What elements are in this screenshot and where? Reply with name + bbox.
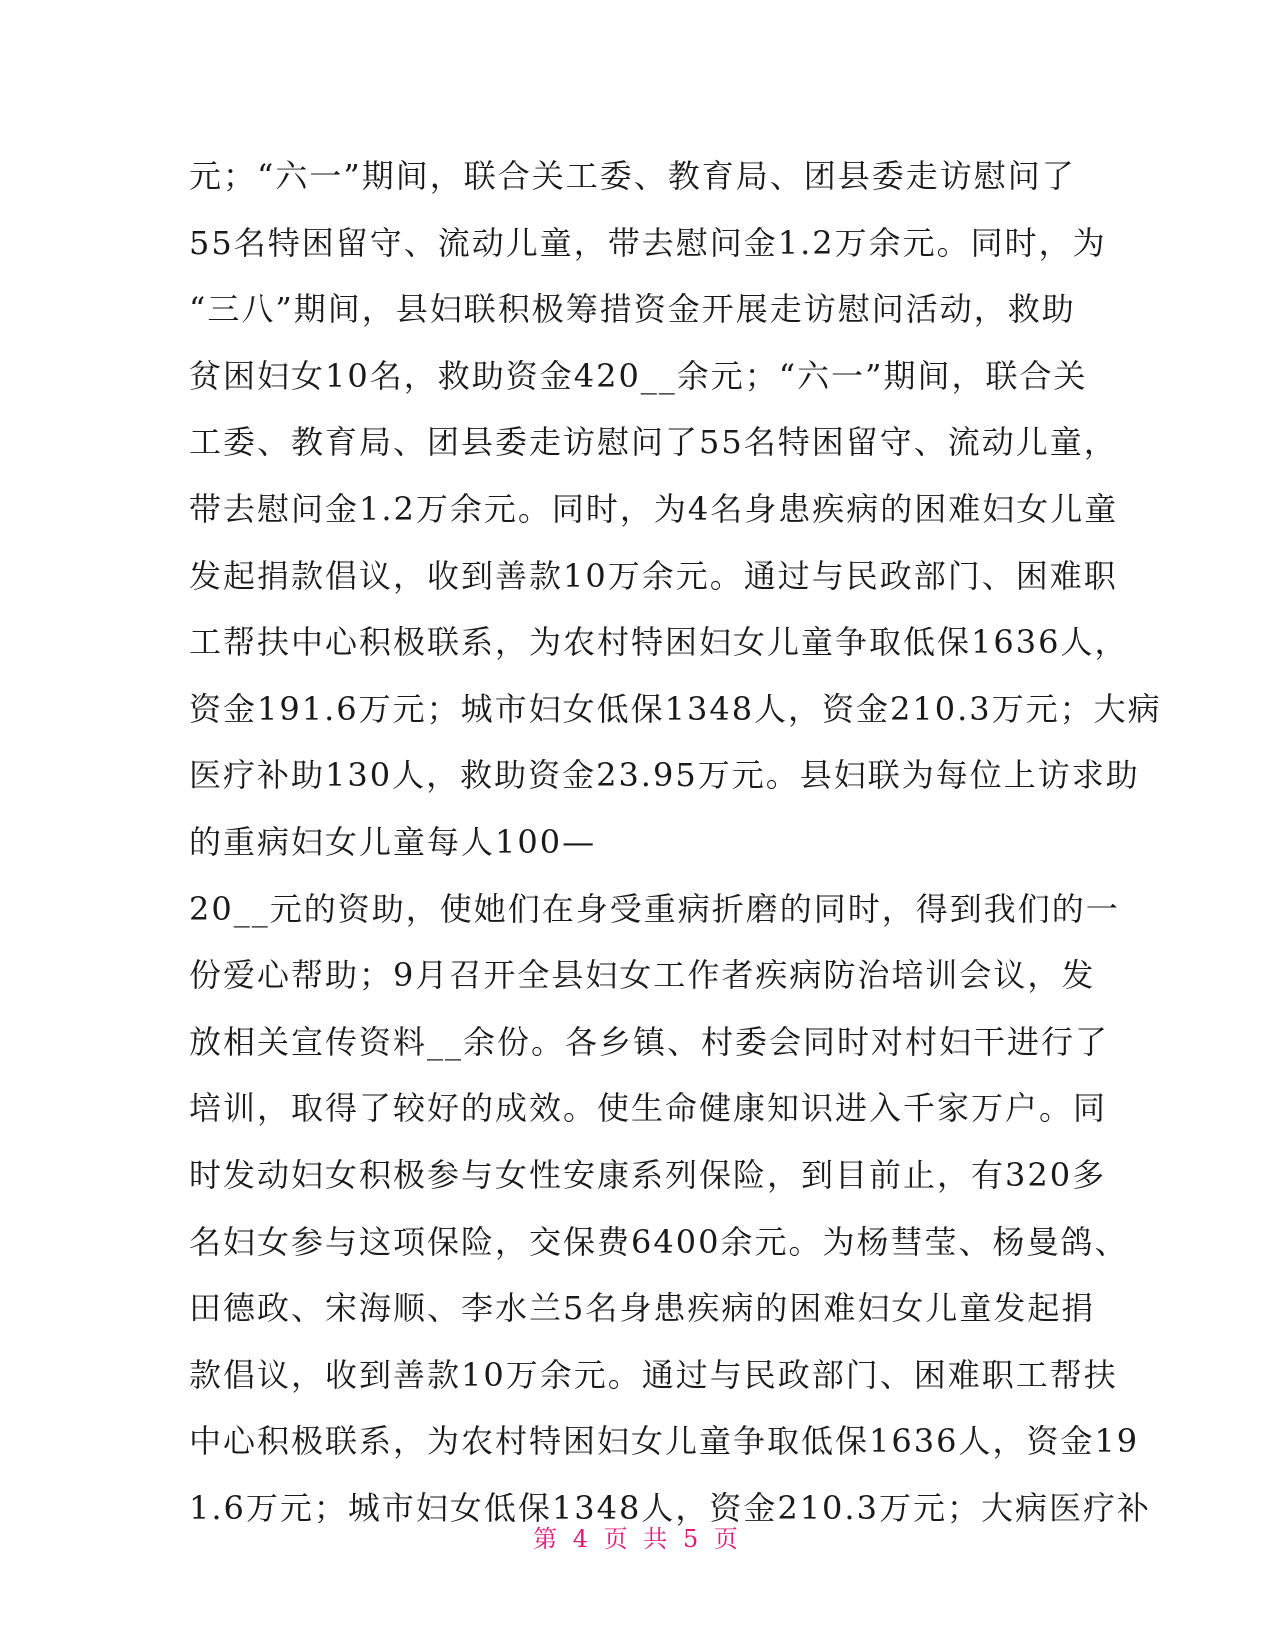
page-number-footer: 第 4 页 共 5 页 bbox=[533, 1525, 742, 1553]
text-line: 带去慰问金1.2万余元。同时，为4名身患疾病的困难妇女儿童 bbox=[189, 489, 1119, 528]
text-line: 名妇女参与这项保险，交保费6400余元。为杨彗莹、杨曼鸽、 bbox=[189, 1222, 1129, 1261]
text-line: 时发动妇女积极参与女性安康系列保险，到目前止，有320多 bbox=[189, 1155, 1107, 1194]
body-text bbox=[189, 143, 1162, 1541]
text-line: 放相关宣传资料__余份。各乡镇、村委会同时对村妇干进行了 bbox=[189, 1022, 1110, 1061]
text-line: 资金191.6万元；城市妇女低保1348人，资金210.3万元；大病 bbox=[189, 689, 1162, 728]
text-line: 1.6万元；城市妇女低保1348人，资金210.3万元；大病医疗补 bbox=[189, 1488, 1151, 1527]
text-line: 的重病妇女儿童每人100— bbox=[189, 822, 597, 861]
text-line: 培训，取得了较好的成效。使生命健康知识进入千家万户。同 bbox=[189, 1089, 1108, 1128]
text-line: 工帮扶中心积极联系，为农村特困妇女儿童争取低保1636人， bbox=[189, 623, 1129, 662]
text-line: 中心积极联系，为农村特困妇女儿童争取低保1636人，资金19 bbox=[189, 1422, 1140, 1461]
text-line: 工委、教育局、团县委走访慰问了55名特困留守、流动儿童， bbox=[189, 423, 1118, 462]
text-line: 发起捐款倡议，收到善款10万余元。通过与民政部门、困难职 bbox=[189, 556, 1118, 595]
text-line: 医疗补助130人，救助资金23.95万元。县妇联为每位上访求助 bbox=[189, 756, 1140, 795]
text-line: 份爱心帮助；9月召开全县妇女工作者疾病防治培训会议，发 bbox=[189, 956, 1096, 995]
text-line: 元；“六一”期间，联合关工委、教育局、团县委走访慰问了 bbox=[189, 157, 1076, 195]
text-line: 20__元的资助，使她们在身受重病折磨的同时，得到我们的一 bbox=[189, 889, 1120, 928]
text-line: 55名特困留守、流动儿童，带去慰问金1.2万余元。同时，为 bbox=[189, 223, 1107, 262]
text-line: “三八”期间，县妇联积极筹措资金开展走访慰问活动，救助 bbox=[189, 290, 1076, 329]
text-line: 田德政、宋海顺、李水兰5名身患疾病的困难妇女儿童发起捐 bbox=[189, 1289, 1096, 1328]
text-line: 贫困妇女10名，救助资金420__余元；“六一”期间，联合关 bbox=[189, 356, 1088, 395]
text-line: 款倡议，收到善款10万余元。通过与民政部门、困难职工帮扶 bbox=[189, 1355, 1118, 1394]
